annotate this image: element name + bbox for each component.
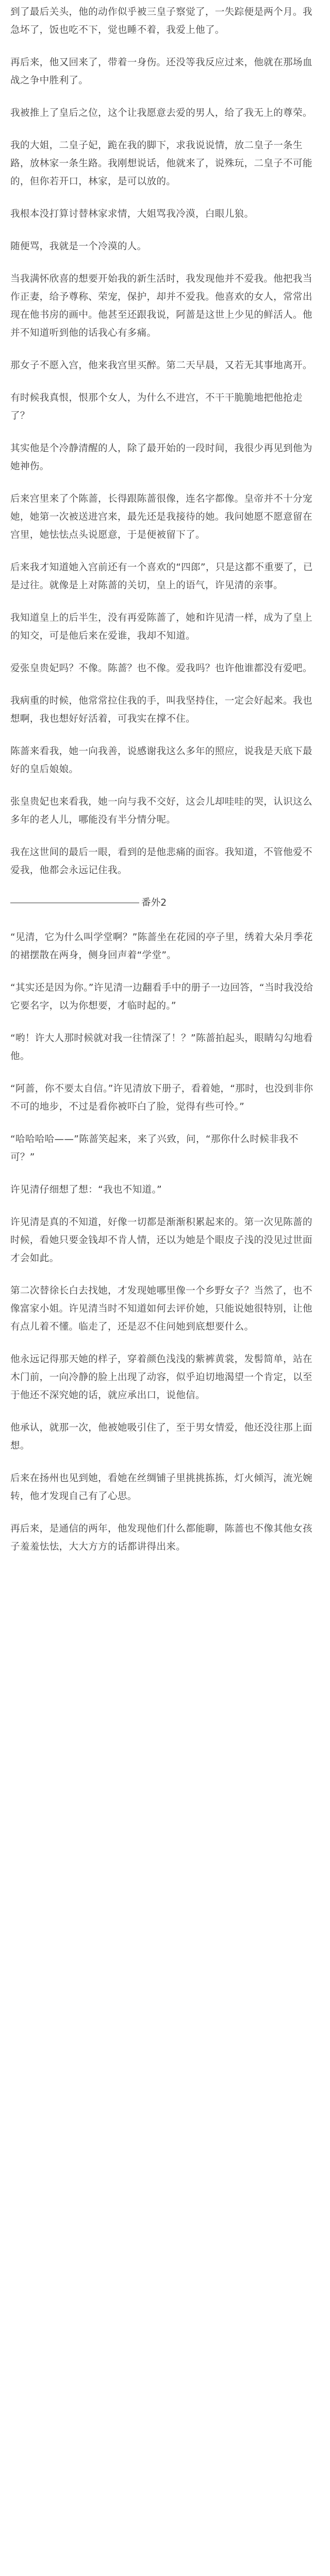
paragraph: 再后来，是通信的两年，他发现他们什么都能聊，陈蔷也不像其他女孩子羞羞怯怯，大大方方的话都讲得出来。 [10,1523,312,1552]
section-divider [10,894,321,912]
paragraph: 后来我才知道她入宫前还有一个喜欢的“四郎”，只是这都不重要了，已是过往。就像是上对陈蔷的关切，皇上的语气，许见清的亲事。 [10,562,313,591]
paragraph: 许见清仔细想了想：“我也不知道。” [10,1184,162,1195]
paragraph: 到了最后关头，他的动作似乎被三皇子察觉了，一失踪便是两个月。我急坏了，饭也吃不下，觉也睡不着，我爱上他了。 [10,7,312,36]
paragraph: “哈哈哈哈——”陈蔷笑起来，来了兴致，问，“那你什么时候非我不可？” [10,1134,299,1163]
paragraph: 再后来，他又回来了，带着一身伤。还没等我反应过来，他就在那场血战之争中胜利了。 [10,57,312,86]
paragraph: “阿蔷，你不要太自信。”许见清放下册子，看着她，“那时，也没到非你不可的地步，不过是看你被吓白了脸，觉得有些可怜。” [10,1083,314,1112]
paragraph: 他永远记得那天她的样子，穿着颜色浅浅的紫裤黄裳，发髻简单，站在木门前，一向冷静的脸上出现了动容，似乎迫切地渴望一个肯定，以至于他还不深究她的话，就应承出口，说他信。 [10,1354,312,1401]
paragraph: 张皇贵妃也来看我，她一向与我不交好，这会儿却哇哇的哭，认识这么多年的老人儿，哪能没有半分情分呢。 [10,796,312,825]
divider-label: 番外2 [141,897,167,908]
paragraph: 我根本没打算讨替林家求情，大姐骂我冷漠，白眼儿狼。 [10,209,254,219]
paragraph: “其实还是因为你。”许见清一边翻看手中的册子一边回答，“当时我没给它要名字，以为你想要，才临时起的。” [10,982,314,1011]
paragraph: 我知道皇上的后半生，没有再爱陈蔷了，她和许见清一样，成为了皇上的知交，可是他后来在爱谁，我却不知道。 [10,613,312,641]
paragraph: 我病重的时候，他常常拉住我的手，叫我坚持住，一定会好起来。我也想啊，我也想好好活着，可我实在撑不住。 [10,696,312,724]
paragraph: “见清，它为什么叫学堂啊？”陈蔷坐在花园的亭子里，绣着大朵月季花的裙摆散在两身，侧身回声着“学堂”。 [10,932,313,961]
paragraph: 随便骂，我就是一个冷漠的人。 [10,241,147,252]
paragraph: 我的大姐，二皇子妃，跪在我的脚下，求我说说情，放二皇子一条生路，放林家一条生路。我刚想说话，他就来了，说殊玩，二皇子不可能的，但你若开口，林家，是可以放的。 [10,140,312,187]
paragraph: 陈蔷来看我，她一向我善，说感谢我这么多年的照应，说我是天底下最好的皇后娘娘。 [10,746,312,775]
paragraph: 有时候我真恨，恨那个女人，为什么不进宫，不干干脆脆地把他抢走了？ [10,393,303,421]
paragraph: 爱张皇贵妃吗？不像。陈蔷？也不像。爱我吗？也许他谁都没有爱吧。 [10,663,312,674]
paragraph: 第二次替徐长白去找她，才发现她哪里像一个乡野女子？当然了，也不像富家小姐。许见清当时不知道如何去评价她，只能说她很特别，让他有点儿着不懂。临走了，还是忍不住问她到底想要什么。 [10,1285,312,1332]
paragraph: 当我满怀欣喜的想要开始我的新生活时，我发现他并不爱我。他把我当作正妻，给予尊称、荣宠，保护，却并不爱我。他喜欢的女人，常常出现在他书房的画中。他甚至还跟我说，阿蔷是这世上少见的鲜活人。他并不知道听到他的话我心有多痛。 [10,274,312,338]
paragraph: “哟！许大人那时候就对我一往情深了！？”陈蔷拍起头，眼睛勾勾地看他。 [10,1033,313,1062]
paragraph: 后来在扬州也见到她，看她在丝绸铺子里挑挑拣拣，灯火倾泻，流光婉转，他才发现自己有了心思。 [10,1473,312,1502]
paragraph: 我在这世间的最后一眼，看到的是他悲痛的面容。我知道，不管他爱不爱我，他都会永远记住我。 [10,847,312,876]
paragraph: 他承认，就那一次，他被她吸引住了，至于男女情爱，他还没往那上面想。 [10,1422,312,1451]
paragraph: 后来宫里来了个陈蔷，长得跟陈蔷很像，连名字都像。皇帝并不十分宠她，她第一次被送进宫来，最先还是我接待的她。我问她愿不愿意留在宫里，她怯怯点头说愿意，于是便被留下了。 [10,494,312,540]
paragraph: 那女子不愿入宫，他来我宫里买醉。第二天早晨，又若无其事地离开。 [10,360,312,371]
paragraph: 我被推上了皇后之位，这个让我愿意去爱的男人，给了我无上的尊荣。 [10,108,312,118]
paragraph: 其实他是个冷静清醒的人，除了最开始的一段时间，我很少再见到他为她神伤。 [10,443,312,472]
paragraph: 许见清是真的不知道，好像一切都是渐渐积累起来的。第一次见陈蔷的时候，看她只要金钱却不肯人情，还以为她是个眼皮子浅的没见过世面才会如此。 [10,1217,312,1264]
